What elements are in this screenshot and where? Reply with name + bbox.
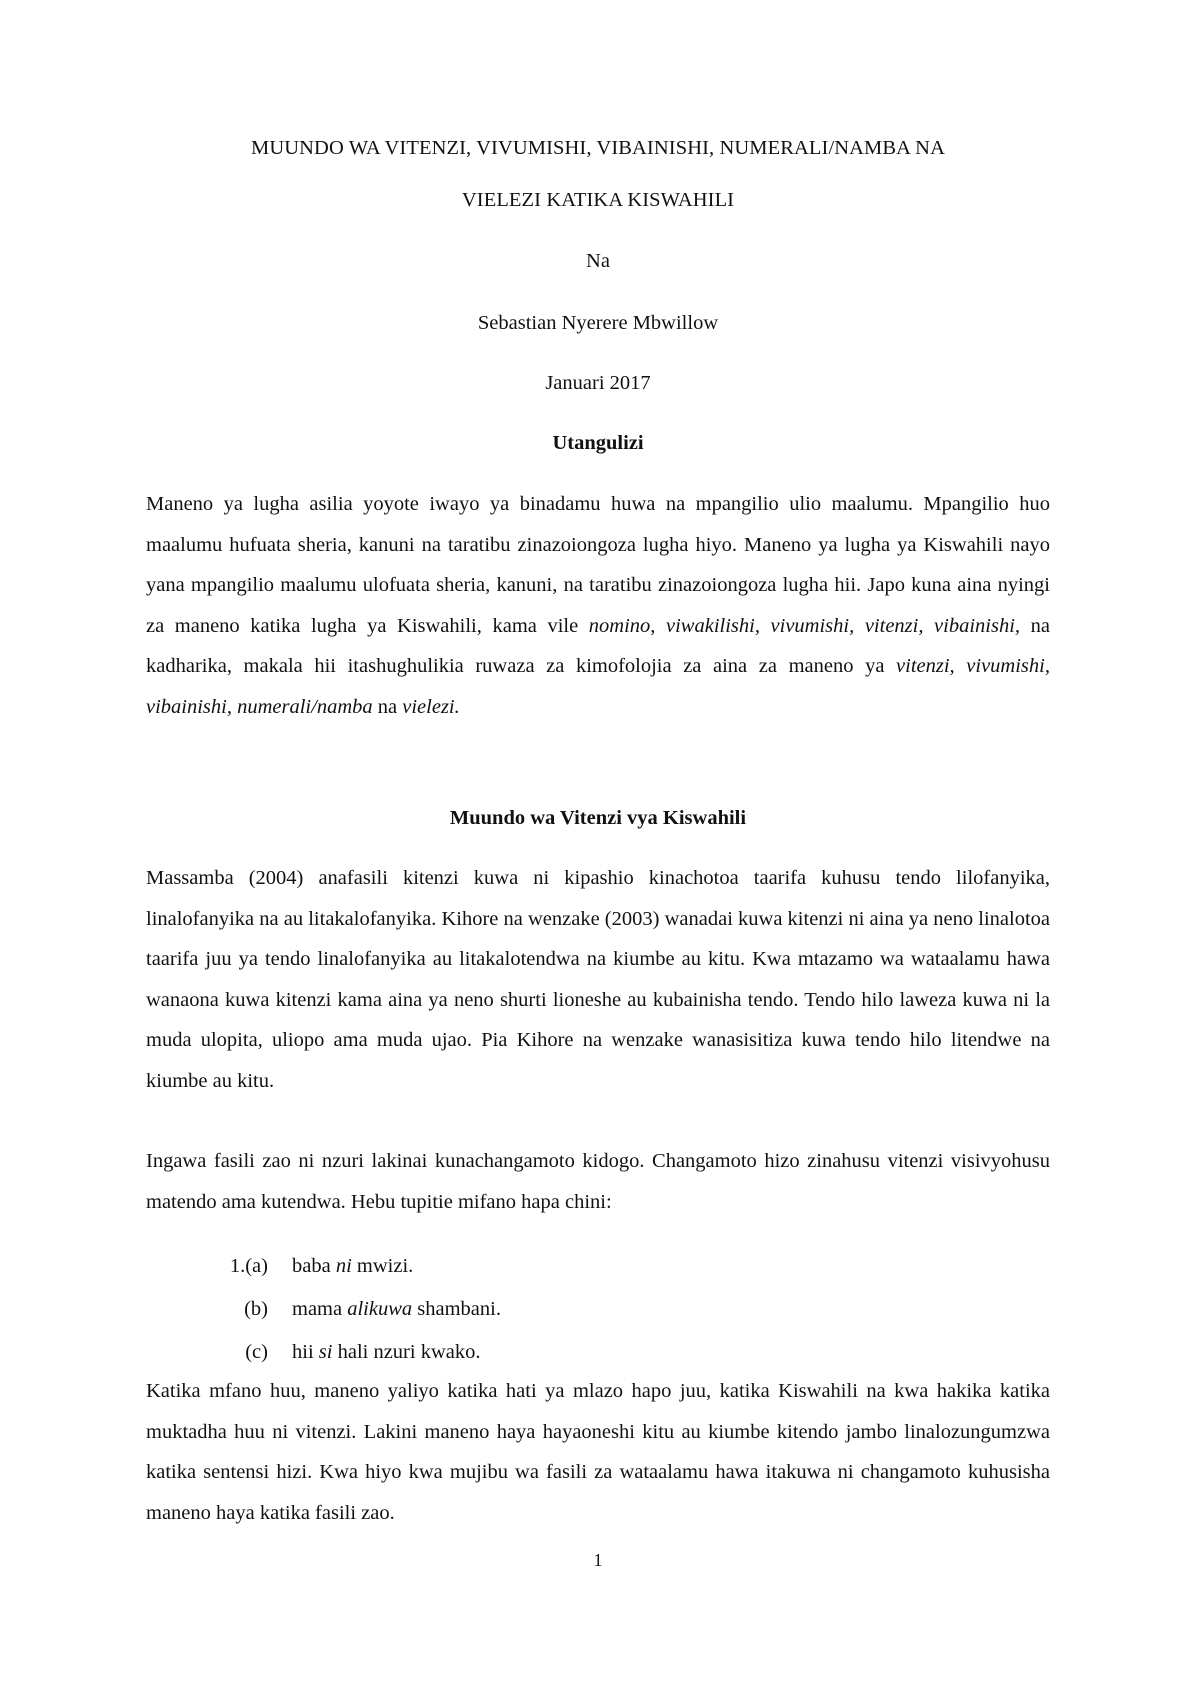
intro-paragraph xyxy=(146,484,1050,727)
example-italic-word: ni xyxy=(335,1255,352,1277)
author-name: Sebastian Nyerere Mbwillow xyxy=(477,312,719,334)
example-number: (c) xyxy=(245,1341,268,1363)
section-heading-vitenzi: Muundo wa Vitenzi vya Kiswahili xyxy=(449,807,747,829)
section-heading-intro: Utangulizi xyxy=(552,432,644,454)
example-row xyxy=(0,1294,1200,1324)
byline-label: Na xyxy=(586,250,610,272)
example-number: 1.(a) xyxy=(229,1255,268,1277)
document-date: Januari 2017 xyxy=(545,372,651,394)
intro-text-1: Maneno ya lugha asilia yoyote iwayo ya binadamu huwa na mpangilio ulio maalumu. Mpangilio huo maalumu hufuata sheria, kanuni na taratibu zinazoiongoza lugha hiyo. Maneno ya lugha ya Kiswahili nayo yana mpangilio maalumu ulofuata sheria, kanuni, na taratibu zinazoiongoza lugha hii. Japo kuna aina nyingi za maneno katika lugha ya Kiswahili, kama vile xyxy=(146,493,1050,637)
intro-text-2: na kadharika, makala hii itashughulikia ruwaza za kimofolojia za aina za maneno ya xyxy=(146,614,1050,677)
vitenzi-paragraph-1: Massamba (2004) anafasili kitenzi kuwa ni kipashio kinachotoa taarifa kuhusu tendo lilofanyika, linalofanyika na au litakalofanyika. Kihore na wenzake (2003) wanadai kuwa kitenzi ni aina ya neno linalotoa taarifa juu ya tendo linalofanyika au litakalotendwa na kiumbe au kitu. Kwa mtazamo wa wataalamu hawa wanaona kuwa kitenzi kama aina ya neno shurti lioneshe au kubainisha tendo. Tendo hilo laweza kuwa ni la muda ulopita, uliopo ama muda ujao. Pia Kihore na wenzake wanasisitiza kuwa tendo hilo litendwe na kiumbe au kitu. xyxy=(146,867,1050,1092)
example-text: baba ni mwizi. xyxy=(292,1255,414,1277)
intro-italic-2: vitenzi, vivumishi, vibainishi, numerali/namba xyxy=(146,655,1050,718)
example-italic-word: alikuwa xyxy=(347,1298,413,1320)
document-title-line-1: MUUNDO WA VITENZI, VIVUMISHI, VIBAINISHI, NUMERALI/NAMBA NA xyxy=(251,137,945,159)
page-number: 1 xyxy=(593,1550,603,1570)
example-italic-word: si xyxy=(318,1341,333,1363)
example-text: hii si hali nzuri kwako. xyxy=(292,1341,481,1363)
intro-text-3: na xyxy=(372,695,403,718)
vitenzi-paragraph-2: Ingawa fasili zao ni nzuri lakinai kunachangamoto kidogo. Changamoto hizo zinahusu vitenzi visivyohusu matendo ama kutendwa. Hebu tupitie mifano hapa chini: xyxy=(146,1150,1050,1213)
example-number: (b) xyxy=(244,1298,268,1320)
document-title-line-2: VIELEZI KATIKA KISWAHILI xyxy=(461,189,735,211)
vitenzi-paragraph-3: Katika mfano huu, maneno yaliyo katika hati ya mlazo hapo juu, katika Kiswahili na kwa hakika katika muktadha huu ni vitenzi. Lakini maneno haya hayaoneshi kitu au kiumbe kitendo jambo linalozungumzwa katika sentensi hizi. Kwa hiyo kwa mujibu wa fasili za wataalamu hawa itakuwa ni changamoto kuhusisha maneno haya katika fasili zao. xyxy=(146,1380,1050,1524)
example-row xyxy=(0,1337,1200,1367)
intro-italic-1: nomino, viwakilishi, vivumishi, vitenzi, vibainishi, xyxy=(588,614,1021,637)
example-row xyxy=(0,1251,1200,1281)
example-text: mama alikuwa shambani. xyxy=(292,1298,501,1320)
intro-italic-3: vielezi. xyxy=(402,695,460,718)
